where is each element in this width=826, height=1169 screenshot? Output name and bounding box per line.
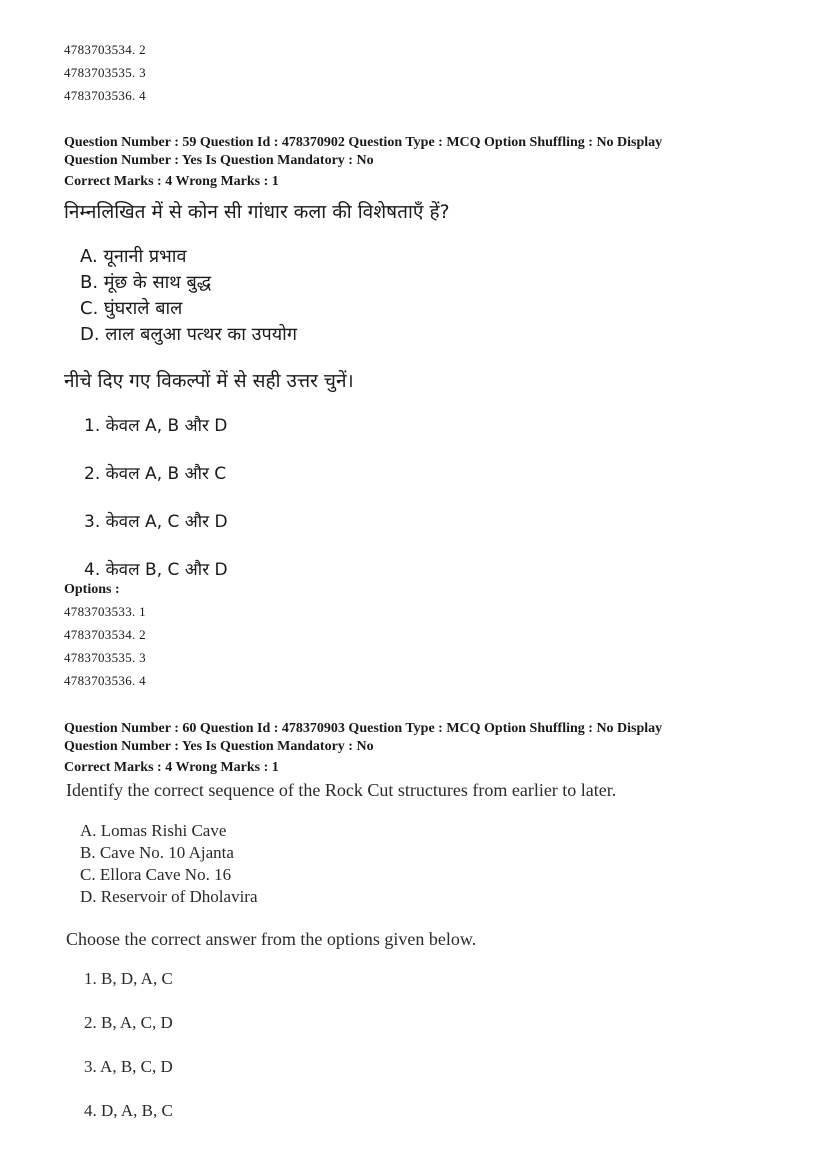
question-item: B. Cave No. 10 Ajanta	[80, 843, 234, 862]
answer-choice: 4. केवल B, C और D	[84, 560, 228, 580]
question-marks: Correct Marks : 4 Wrong Marks : 1	[64, 760, 279, 775]
option-line: 4783703535. 3	[64, 650, 146, 665]
question-item: A. यूनानी प्रभाव	[80, 246, 187, 267]
answer-choice: 3. केवल A, C और D	[84, 512, 228, 532]
answer-choice: 2. केवल A, B और C	[84, 464, 227, 484]
question-item: A. Lomas Rishi Cave	[80, 821, 227, 840]
answer-choice: 3. A, B, C, D	[84, 1057, 173, 1076]
option-line: 4783703536. 4	[64, 673, 146, 688]
options-label: Options :	[64, 582, 120, 597]
option-line: 4783703533. 1	[64, 604, 146, 619]
option-line: 4783703534. 2	[64, 627, 146, 642]
answer-choice: 1. केवल A, B और D	[84, 416, 228, 436]
question-marks: Correct Marks : 4 Wrong Marks : 1	[64, 174, 279, 189]
question-meta: Question Number : Yes Is Question Mandatory : No	[64, 153, 374, 168]
question-item: D. Reservoir of Dholavira	[80, 887, 258, 906]
question-item: C. घुंघराले बाल	[80, 298, 183, 319]
question-meta: Question Number : 60 Question Id : 478370903 Question Type : MCQ Option Shuffling : No Display	[64, 721, 663, 736]
option-line: 4783703535. 3	[64, 65, 146, 80]
option-line: 4783703536. 4	[64, 88, 146, 103]
option-line: 4783703534. 2	[64, 42, 146, 57]
question-text: Identify the correct sequence of the Rock Cut structures from earlier to later.	[66, 780, 617, 800]
instruction-text: नीचे दिए गए विकल्पों में से सही उत्तर चुनें।	[64, 370, 354, 392]
instruction-text: Choose the correct answer from the options given below.	[66, 929, 477, 949]
answer-choice: 1. B, D, A, C	[84, 969, 173, 988]
question-meta: Question Number : 59 Question Id : 478370902 Question Type : MCQ Option Shuffling : No Display	[64, 135, 663, 150]
question-item: C. Ellora Cave No. 16	[80, 865, 232, 884]
question-item: B. मूंछ के साथ बुद्ध	[80, 272, 212, 293]
question-item: D. लाल बलुआ पत्थर का उपयोग	[80, 324, 297, 345]
answer-choice: 2. B, A, C, D	[84, 1013, 173, 1032]
question-meta: Question Number : Yes Is Question Mandatory : No	[64, 739, 374, 754]
answer-choice: 4. D, A, B, C	[84, 1101, 173, 1120]
question-text: निम्नलिखित में से कोन सी गांधार कला की विशेषताएँ हें?	[64, 201, 450, 223]
